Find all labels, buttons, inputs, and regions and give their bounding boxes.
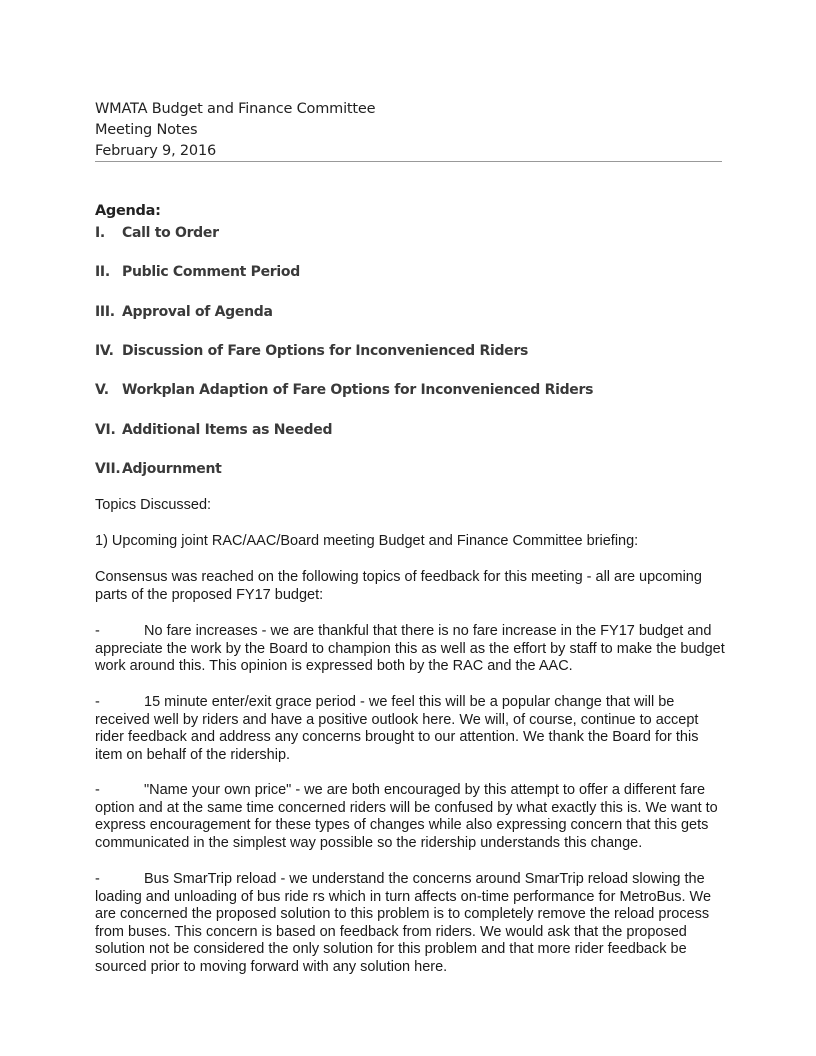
agenda-item [95,382,593,398]
feedback-bullet [95,782,725,852]
agenda-item [95,461,222,477]
bullet-text: "Name your own price" - we are both encouraged by this attempt to offer a different fare option and at the same time concerned riders will be confused by what exactly this is. We want to express encouragement for these types of changes while also expressing concern that this gets communicated in the simplest way possible so the ridership understands this change. [95,782,718,851]
agenda-item-text: Adjournment [122,461,222,477]
agenda-item-number: VI. [95,422,116,438]
meeting-date: February 9, 2016 [95,143,217,159]
agenda-item-text: Approval of Agenda [122,304,273,320]
agenda-label: Agenda: [95,203,161,219]
bullet-dash: - [95,871,100,887]
feedback-bullet [95,694,725,764]
agenda-item-text: Public Comment Period [122,264,300,280]
header-divider [95,161,722,162]
agenda-item-number: I. [95,225,105,241]
agenda-item [95,264,300,280]
agenda-item-number: III. [95,304,115,320]
bullet-dash: - [95,694,100,710]
feedback-bullet [95,623,725,676]
bullet-dash: - [95,623,100,639]
consensus-paragraph: Consensus was reached on the following topics of feedback for this meeting - all are upcoming parts of the proposed FY17 budget: [95,569,702,603]
agenda-item [95,343,528,359]
topics-heading: Topics Discussed: [95,497,212,513]
agenda-item-text: Call to Order [122,225,219,241]
agenda-item-text: Discussion of Fare Options for Inconvenienced Riders [122,343,529,359]
agenda-item-number: II. [95,264,110,280]
topic-item-1: 1) Upcoming joint RAC/AAC/Board meeting Budget and Finance Committee briefing: [95,533,639,549]
bullet-text: Bus SmarTrip reload - we understand the concerns around SmarTrip reload slowing the loading and unloading of bus ride rs which in turn affects on-time performance for MetroBus. We are concerned the proposed solution to this problem is to completely remove the reload process from buses. This concern is based on feedback from riders. We would ask that the proposed solution not be considered the only solution for this problem and that more rider feedback be sourced prior to moving forward with any solution here. [95,871,712,975]
agenda-item [95,225,219,241]
feedback-bullet [95,871,725,976]
agenda-item-number: V. [95,382,109,398]
agenda-item-text: Additional Items as Needed [122,422,333,438]
committee-title: WMATA Budget and Finance Committee [95,101,376,117]
agenda-item [95,422,332,438]
bullet-dash: - [95,782,100,798]
agenda-item-text: Workplan Adaption of Fare Options for Inconvenienced Riders [122,382,594,398]
bullet-text: 15 minute enter/exit grace period - we feel this will be a popular change that will be received well by riders and have a positive outlook here. We will, of course, continue to accept rider feedback and address any concerns brought to our attention. We thank the Board for this item on behalf of the ridership. [95,694,699,763]
document-type: Meeting Notes [95,122,198,138]
agenda-item-number: IV. [95,343,114,359]
agenda-item-number: VII. [95,461,121,477]
bullet-text: No fare increases - we are thankful that there is no fare increase in the FY17 budget and appreciate the work by the Board to champion this as well as the effort by staff to make the budget work around this. This opinion is expressed both by the RAC and the AAC. [95,623,725,674]
agenda-item [95,304,273,320]
